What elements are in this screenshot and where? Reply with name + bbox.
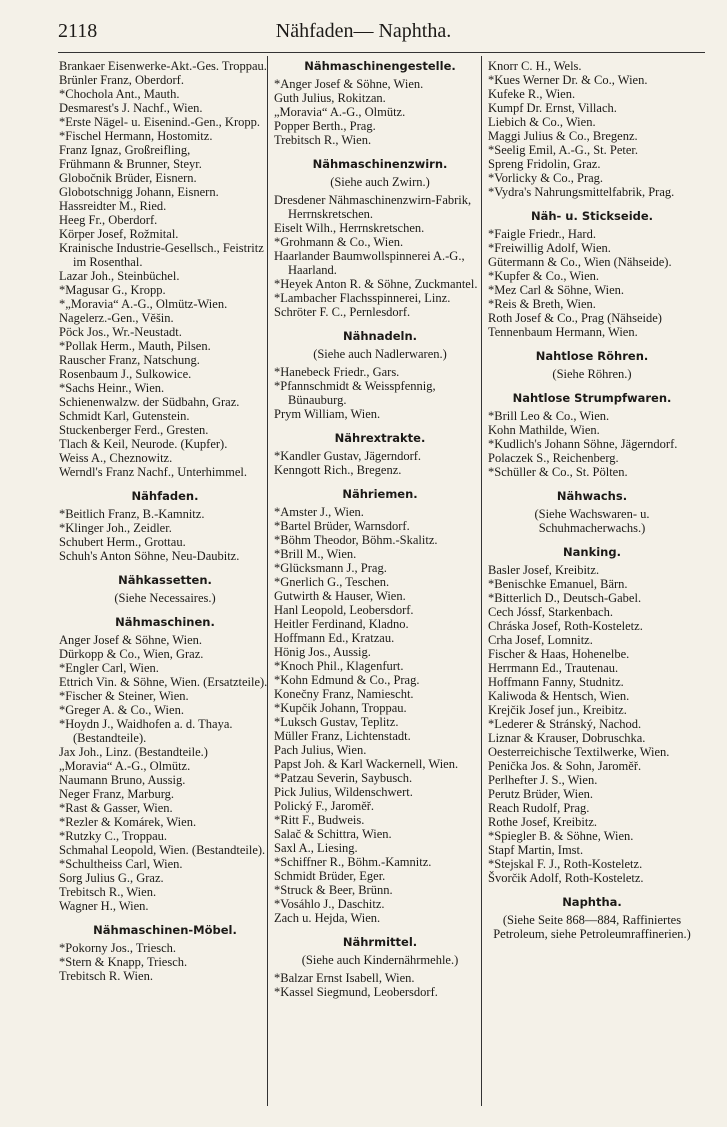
section-naehrextrakte [274, 449, 486, 477]
directory-entry: Spreng Fridolin, Graz. [488, 157, 601, 171]
section-title: Nähmaschinengestelle. [304, 59, 456, 73]
section-title: Nähnadeln. [342, 329, 418, 343]
directory-entry: *Patzau Severin, Saybusch. [274, 771, 413, 785]
section-naehriemen [274, 505, 486, 925]
directory-entry: *Beitlich Franz, B.-Kamnitz. [59, 507, 205, 521]
directory-entry: *Stejskal F. J., Roth-Kosteletz. [488, 857, 643, 871]
section-naehfaden [59, 507, 271, 563]
directory-entry: Globočnik Brüder, Eisnern. [59, 171, 197, 185]
directory-entry: Liznar & Krauser, Dobruschka. [488, 731, 646, 745]
directory-entry: „Moravia“ A.-G., Olmütz. [59, 759, 191, 773]
directory-entry: Gütermann & Co., Wien (Nähseide). [488, 255, 672, 269]
directory-entry: Prym William, Wien. [274, 407, 381, 421]
directory-entry: *Gnerlich G., Teschen. [274, 575, 390, 589]
section-naehfaden-continued [59, 59, 271, 479]
section-title: Nährmittel. [342, 935, 418, 949]
directory-entry: *Engler Carl, Wien. [59, 661, 159, 675]
section-naehrmittel [274, 971, 486, 999]
section-nanking [488, 563, 696, 885]
directory-entry: Gutwirth & Hauser, Wien. [274, 589, 406, 603]
section-title: Nähmaschinen-Möbel. [93, 923, 237, 937]
directory-entry: *Lederer & Stránský, Nachod. [488, 717, 642, 731]
section-stickseide [488, 227, 696, 339]
cross-reference: (Siehe Wachswaren- u. Schuhmacherwachs.) [534, 507, 650, 535]
directory-entry: Anger Josef & Söhne, Wien. [59, 633, 202, 647]
header-rule [58, 52, 705, 53]
directory-entry: Polaczek S., Reichenberg. [488, 451, 619, 465]
directory-entry: Brankaer Eisenwerke-Akt.-Ges. Troppau. [59, 59, 267, 73]
directory-entry: Hönig Jos., Aussig. [274, 645, 371, 659]
section-naehrmittel-continued [488, 59, 696, 199]
section-title: Nanking. [563, 545, 621, 559]
section-title: Nahtlose Strumpfwaren. [512, 391, 672, 405]
directory-entry: Papst Joh. & Karl Wackernell, Wien. [274, 757, 459, 771]
directory-entry: Heeg Fr., Oberdorf. [59, 213, 158, 227]
directory-entry: *Struck & Beer, Brünn. [274, 883, 393, 897]
column-3 [488, 59, 696, 945]
section-title: Nähfaden. [131, 489, 199, 503]
directory-entry: *Grohmann & Co., Wien. [274, 235, 404, 249]
directory-entry: Hassreidter M., Ried. [59, 199, 167, 213]
directory-entry: *Freiwillig Adolf, Wien. [488, 241, 611, 255]
cross-reference: (Siehe Seite 868—884, Raffiniertes Petroleum, siehe Petroleumraffinerien.) [493, 913, 691, 941]
directory-entry: *Böhm Theodor, Böhm.-Skalitz. [274, 533, 438, 547]
directory-entry: Popper Berth., Prag. [274, 119, 376, 133]
column-1 [59, 59, 271, 983]
directory-entry: *Rutzky C., Troppau. [59, 829, 168, 843]
directory-entry: Frühmann & Brunner, Steyr. [59, 157, 202, 171]
directory-entry: Cech Jóssf, Starkenbach. [488, 605, 613, 619]
directory-entry: Stuckenberger Ferd., Gresten. [59, 423, 209, 437]
directory-entry: *Fischel Hermann, Hostomitz. [59, 129, 213, 143]
section-naehmaschinen [59, 633, 271, 913]
directory-entry: *Seelig Emil, A.-G., St. Peter. [488, 143, 638, 157]
directory-entry: Desmarest's J. Nachf., Wien. [59, 101, 203, 115]
directory-entry: Stapf Martin, Imst. [488, 843, 584, 857]
directory-entry: Švorčik Adolf, Roth-Kosteletz. [488, 871, 644, 885]
directory-entry: Guth Julius, Rokitzan. [274, 91, 386, 105]
directory-entry: Salač & Schittra, Wien. [274, 827, 392, 841]
directory-entry: Dürkopp & Co., Wien, Graz. [59, 647, 204, 661]
directory-entry: Pick Julius, Wildenschwert. [274, 785, 413, 799]
directory-entry: Krejčik Josef jun., Kreibitz. [488, 703, 627, 717]
directory-entry: Maggi Julius & Co., Bregenz. [488, 129, 638, 143]
directory-entry: *Greger A. & Co., Wien. [59, 703, 184, 717]
directory-entry: Ettrich Vin. & Söhne, Wien. (Ersatzteile). [59, 675, 268, 689]
directory-entry: *Bitterlich D., Deutsch-Gabel. [488, 591, 642, 605]
directory-entry: Krainische Industrie-Gesellsch., Feistritz im Rosenthal. [59, 241, 264, 269]
directory-entry: *Kupfer & Co., Wien. [488, 269, 600, 283]
directory-entry: Schuh's Anton Söhne, Neu-Daubitz. [59, 549, 240, 563]
directory-entry: Schubert Herm., Grottau. [59, 535, 186, 549]
directory-entry: *Spiegler B. & Söhne, Wien. [488, 829, 634, 843]
section-title: Nähwachs. [556, 489, 628, 503]
page-title: Nähfaden— Naphtha. [275, 20, 452, 42]
directory-entry: *Stern & Knapp, Triesch. [59, 955, 188, 969]
directory-entry: Naumann Bruno, Aussig. [59, 773, 186, 787]
page-number: 2118 [58, 20, 98, 42]
directory-entry: *Kupčik Johann, Troppau. [274, 701, 407, 715]
directory-entry: Herrmann Ed., Trautenau. [488, 661, 619, 675]
section-title: Näh- u. Stickseide. [530, 209, 654, 223]
directory-entry: *Pollak Herm., Mauth, Pilsen. [59, 339, 211, 353]
section-naehmaschinenzwirn [274, 193, 486, 319]
directory-entry: *Pokorny Jos., Triesch. [59, 941, 177, 955]
directory-entry: Tlach & Keil, Neurode. (Kupfer). [59, 437, 228, 451]
directory-entry: Tennenbaum Hermann, Wien. [488, 325, 638, 339]
directory-entry: *Klinger Joh., Zeidler. [59, 521, 172, 535]
directory-entry: Franz Ignaz, Großreifling, [59, 143, 191, 157]
directory-entry: Brünler Franz, Oberdorf. [59, 73, 184, 87]
cross-reference: (Siehe Necessaires.) [114, 591, 216, 605]
directory-entry: *Amster J., Wien. [274, 505, 364, 519]
section-naehmaschinengestelle [274, 77, 486, 147]
directory-entry: *Fischer & Steiner, Wien. [59, 689, 189, 703]
directory-entry: *Schiffner R., Böhm.-Kamnitz. [274, 855, 432, 869]
directory-entry: Körper Josef, Rožmital. [59, 227, 179, 241]
directory-entry: *Schüller & Co., St. Pölten. [488, 465, 628, 479]
directory-entry: *Kandler Gustav, Jägerndorf. [274, 449, 422, 463]
section-title: Nähkassetten. [118, 573, 212, 587]
section-title: Nähmaschinenzwirn. [312, 157, 448, 171]
cross-reference: (Siehe auch Zwirn.) [330, 175, 430, 189]
directory-entry: Schmahal Leopold, Wien. (Bestandteile). [59, 843, 266, 857]
section-title: Naphtha. [562, 895, 622, 909]
directory-entry: *Erste Nägel- u. Eisenind.-Gen., Kropp. [59, 115, 260, 129]
directory-entry: *Hanebeck Friedr., Gars. [274, 365, 400, 379]
directory-entry: „Moravia“ A.-G., Olmütz. [274, 105, 406, 119]
cross-reference: (Siehe Röhren.) [552, 367, 632, 381]
section-title: Nähriemen. [342, 487, 418, 501]
directory-entry: Globotschnigg Johann, Eisnern. [59, 185, 219, 199]
directory-entry: Kohn Mathilde, Wien. [488, 423, 600, 437]
directory-entry: *Glücksmann J., Prag. [274, 561, 387, 575]
directory-entry: Hanl Leopold, Leobersdorf. [274, 603, 414, 617]
directory-entry: *Kassel Siegmund, Leobersdorf. [274, 985, 438, 999]
directory-entry: Chráska Josef, Roth-Kosteletz. [488, 619, 643, 633]
directory-entry: Pach Julius, Wien. [274, 743, 367, 757]
page-header [0, 20, 727, 46]
directory-entry: Haarlander Baumwollspinnerei A.-G., Haarland. [274, 249, 465, 277]
section-naehnadeln [274, 365, 486, 421]
directory-entry: *Chochola Ant., Mauth. [59, 87, 180, 101]
directory-entry: Lazar Joh., Steinbüchel. [59, 269, 180, 283]
directory-entry: Kaliwoda & Hentsch, Wien. [488, 689, 630, 703]
directory-entry: Liebich & Co., Wien. [488, 115, 596, 129]
directory-entry: Oesterreichische Textilwerke, Wien. [488, 745, 670, 759]
directory-entry: Schröter F. C., Pernlesdorf. [274, 305, 411, 319]
directory-entry: Müller Franz, Lichtenstadt. [274, 729, 411, 743]
directory-entry: *Vosáhlo J., Daschitz. [274, 897, 385, 911]
directory-entry: *„Moravia“ A.-G., Olmütz-Wien. [59, 297, 228, 311]
directory-entry: Werndl's Franz Nachf., Unterhimmel. [59, 465, 247, 479]
directory-entry: Kufeke R., Wien. [488, 87, 576, 101]
directory-entry: Polický F., Jaroměř. [274, 799, 375, 813]
directory-entry: *Luksch Gustav, Teplitz. [274, 715, 399, 729]
directory-entry: Penička Jos. & Sohn, Jaroměř. [488, 759, 642, 773]
directory-entry: *Benischke Emanuel, Bärn. [488, 577, 628, 591]
directory-entry: Perlhefter J. S., Wien. [488, 773, 598, 787]
directory-entry: Roth Josef & Co., Prag (Nähseide) [488, 311, 662, 325]
directory-entry: Rothe Josef, Kreibitz. [488, 815, 598, 829]
directory-entry: Dresdener Nähmaschinenzwirn-Fabrik, Herrnskretschen. [274, 193, 472, 221]
section-title: Nahtlose Röhren. [535, 349, 649, 363]
directory-entry: *Magusar G., Kropp. [59, 283, 166, 297]
directory-entry: *Rezler & Komárek, Wien. [59, 815, 197, 829]
directory-entry: *Rast & Gasser, Wien. [59, 801, 173, 815]
directory-entry: *Sachs Heinr., Wien. [59, 381, 165, 395]
directory-entry: *Vydra's Nahrungsmittelfabrik, Prag. [488, 185, 675, 199]
directory-entry: *Hoydn J., Waidhofen a. d. Thaya. (Bestandteile). [59, 717, 233, 745]
directory-entry: *Anger Josef & Söhne, Wien. [274, 77, 424, 91]
directory-entry: Jax Joh., Linz. (Bestandteile.) [59, 745, 208, 759]
directory-entry: Reach Rudolf, Prag. [488, 801, 590, 815]
directory-entry: *Balzar Ernst Isabell, Wien. [274, 971, 415, 985]
directory-entry: *Faigle Friedr., Hard. [488, 227, 596, 241]
directory-entry: *Knoch Phil., Klagenfurt. [274, 659, 404, 673]
directory-entry: Knorr C. H., Wels. [488, 59, 582, 73]
directory-entry: Trebitsch R. Wien. [59, 969, 153, 983]
section-naehmaschinen-moebel [59, 941, 271, 983]
directory-entry: *Brill M., Wien. [274, 547, 357, 561]
directory-entry: Crha Josef, Lomnitz. [488, 633, 593, 647]
directory-entry: *Mez Carl & Söhne, Wien. [488, 283, 625, 297]
directory-entry: *Kues Werner Dr. & Co., Wien. [488, 73, 648, 87]
directory-entry: Wagner H., Wien. [59, 899, 149, 913]
directory-entry: *Heyek Anton R. & Söhne, Zuckmantel. [274, 277, 478, 291]
directory-entry: Sorg Julius G., Graz. [59, 871, 164, 885]
directory-entry: Trebitsch R., Wien. [274, 133, 372, 147]
directory-entry: *Kohn Edmund & Co., Prag. [274, 673, 420, 687]
directory-entry: Pöck Jos., Wr.-Neustadt. [59, 325, 182, 339]
directory-entry: *Vorlicky & Co., Prag. [488, 171, 604, 185]
directory-entry: *Bartel Brüder, Warnsdorf. [274, 519, 410, 533]
directory-entry: Trebitsch R., Wien. [59, 885, 157, 899]
directory-entry: Schienenwalzw. der Südbahn, Graz. [59, 395, 240, 409]
section-title: Nähmaschinen. [115, 615, 215, 629]
directory-entry: Rauscher Franz, Natschung. [59, 353, 200, 367]
directory-entry: Schmidt Karl, Gutenstein. [59, 409, 190, 423]
directory-entry: Hoffmann Ed., Kratzau. [274, 631, 395, 645]
directory-entry: Eiselt Wilh., Herrnskretschen. [274, 221, 425, 235]
directory-entry: *Lambacher Flachsspinnerei, Linz. [274, 291, 451, 305]
directory-entry: Zach u. Hejda, Wien. [274, 911, 381, 925]
section-title: Nährextrakte. [334, 431, 426, 445]
directory-entry: *Ritt F., Budweis. [274, 813, 365, 827]
column-2 [274, 59, 486, 999]
directory-entry: Weiss A., Cheznowitz. [59, 451, 173, 465]
directory-entry: Kenngott Rich., Bregenz. [274, 463, 402, 477]
directory-entry: Nagelerz.-Gen., Věšin. [59, 311, 174, 325]
directory-entry: *Schultheiss Carl, Wien. [59, 857, 183, 871]
directory-entry: Rosenbaum J., Sulkowice. [59, 367, 192, 381]
directory-entry: Schmidt Brüder, Eger. [274, 869, 386, 883]
cross-reference: (Siehe auch Nadlerwaren.) [313, 347, 447, 361]
directory-entry: *Brill Leo & Co., Wien. [488, 409, 610, 423]
directory-entry: *Reis & Breth, Wien. [488, 297, 596, 311]
directory-entry: *Pfannschmidt & Weisspfennig, Bünauburg. [274, 379, 436, 407]
directory-entry: *Kudlich's Johann Söhne, Jägerndorf. [488, 437, 678, 451]
cross-reference: (Siehe auch Kindernährmehle.) [301, 953, 459, 967]
directory-entry: Hoffmann Fanny, Studnitz. [488, 675, 624, 689]
directory-entry: Saxl A., Liesing. [274, 841, 358, 855]
directory-entry: Perutz Brüder, Wien. [488, 787, 593, 801]
directory-entry: Heitler Ferdinand, Kladno. [274, 617, 409, 631]
section-strumpfwaren [488, 409, 696, 479]
directory-entry: Konečny Franz, Namiescht. [274, 687, 414, 701]
directory-entry: Neger Franz, Marburg. [59, 787, 175, 801]
directory-entry: Basler Josef, Kreibitz. [488, 563, 600, 577]
directory-entry: Kumpf Dr. Ernst, Villach. [488, 101, 617, 115]
directory-entry: Fischer & Haas, Hohenelbe. [488, 647, 630, 661]
